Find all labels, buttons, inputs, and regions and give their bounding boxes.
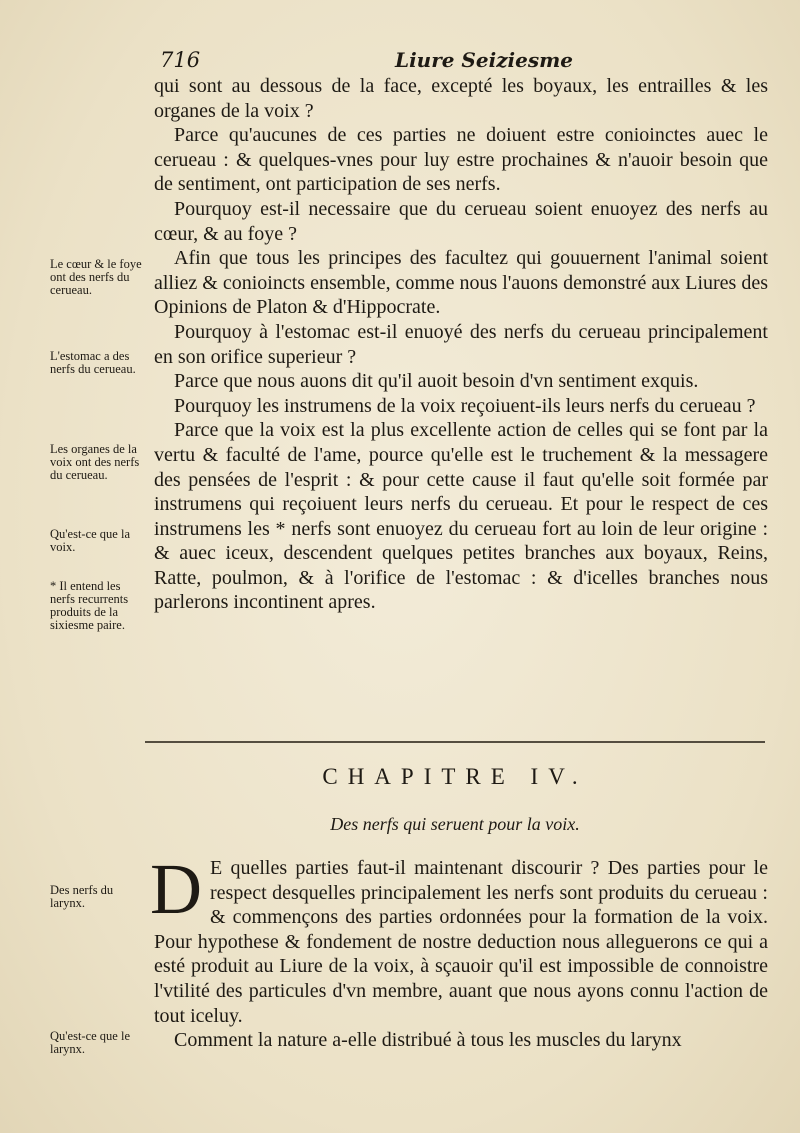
chapter-subtitle: Des nerfs qui seruent pour la voix. [330, 814, 580, 834]
paragraph: qui sont au dessous de la face, excepté les boyaux, les entrailles & les organes de la voix ? [154, 75, 768, 122]
paragraph [150, 849, 768, 1028]
paragraph: Pourquoy est-il necessaire que du cerueau soient enuoyez des nerfs au cœur, & au foye ? [154, 197, 768, 245]
margin-note: Qu'est-ce que le larynx. [50, 1029, 130, 1056]
section-two-text [150, 849, 768, 1053]
paragraph: Afin que tous les principes des facultez qui gouuernent l'animal soient alliez & conioincts ensemble, comme nous l'auons demonstré aux Liures des Opinions de Platon & d'Hippocrate. [154, 247, 769, 319]
chapter-title: CHAPITRE IV. [322, 764, 588, 789]
margin-note: Les organes de la voix ont des nerfs du cerueau. [50, 442, 140, 482]
margin-note: Des nerfs du larynx. [50, 883, 114, 910]
paragraph: Pourquoy les instrumens de la voix reçoiuent-ils leurs nerfs du cerueau ? [174, 394, 756, 417]
margin-note: L'estomac a des nerfs du cerueau. [50, 349, 136, 376]
margin-note: * Il entend les nerfs recurrents produits de la sixiesme paire. [50, 579, 129, 632]
section-divider [145, 741, 765, 743]
paragraph: Pourquoy à l'estomac est-il enuoyé des nerfs du cerueau principalement en son orifice superieur ? [154, 320, 768, 368]
drop-cap: D [150, 849, 202, 929]
margin-note: Qu'est-ce que la voix. [50, 527, 130, 554]
paragraph: Parce que nous auons dit qu'il auoit besoin d'vn sentiment exquis. [174, 370, 699, 393]
paragraph: Parce que la voix est la plus excellente action de celles qui se font par la vertu & faculté de l'ame, pource qu'elle est le truchement & la messagere des pensées de l'esprit : & pour cette cause il faut qu'elle soit formée par instrumens qui reçoiuent leurs nerfs du cerueau. Et pour le respect de ces instrumens les * nerfs sont enuoyez du cerueau fort au loin de leur origine : & auec iceux, descendent quelques petites branches aux boyaux, Reins, Ratte, poulmon, & à l'orifice de l'estomac : & d'icelles branches nous parlerons incontinent apres. [154, 419, 768, 614]
section-one-text [154, 74, 768, 615]
paragraph: Parce qu'aucunes de ces parties ne doiuent estre conioinctes auec le cerueau : & quelques-vnes pour luy estre prochaines & n'auoir besoin que de sentiment, ont participation de ses nerfs. [154, 124, 768, 196]
paragraph-text: E quelles parties faut-il maintenant discourir ? Des parties pour le respect desquelles principalement les nerfs sont produits du cerueau : & commençons des parties ordonnées pour la formation de la voix. Pour hypothese & fondement de nostre deduction nous alleguerons ce qui a esté produit au Liure de la voix, à sçauoir qu'il est impossible de connoistre l'vtilité des particules d'vn membre, auant que nous ayons connu l'action de tout iceluy. [154, 857, 768, 1027]
margin-note: Le cœur & le foye ont des nerfs du cerueau. [50, 257, 142, 297]
paragraph: Comment la nature a-elle distribué à tous les muscles du larynx [174, 1029, 682, 1052]
running-head: Liure Seiziesme [395, 48, 574, 72]
page-number: 716 [160, 48, 201, 72]
